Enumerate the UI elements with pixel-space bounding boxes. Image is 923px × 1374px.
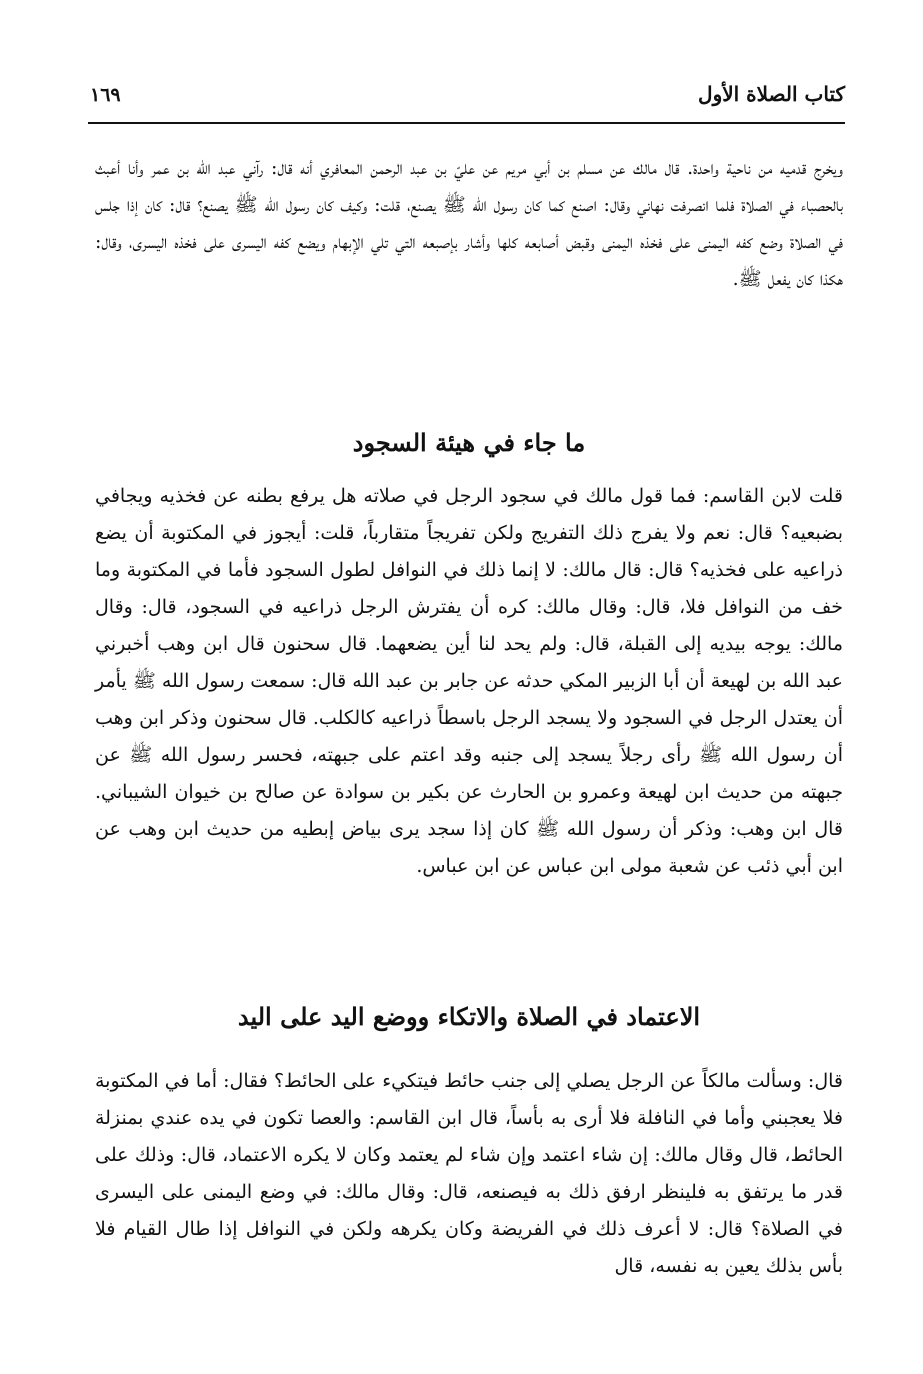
- header-rule: [88, 122, 845, 124]
- opening-section: [95, 150, 843, 298]
- heading-leaning: الاعتماد في الصلاة والاتكاء ووضع اليد على اليد: [237, 1002, 701, 1031]
- prostration-section: [95, 478, 843, 885]
- book-title: كتاب الصلاة الأول: [698, 82, 845, 106]
- heading-prostration: ما جاء في هيئة السجود: [352, 428, 586, 457]
- page-number: ١٦٩: [90, 84, 121, 106]
- leaning-paragraph: قال: وسألت مالكاً عن الرجل يصلي إلى جنب حائط فيتكيء على الحائط؟ فقال: أما في المكتوبة فلا يعجبني وأما في النافلة فلا أرى به بأساً، قال ابن القاسم: والعصا تكون في يده عندي بمنزلة الحائط، قال وقال مالك: إن شاء اعتمد وإن شاء لم يعتمد وكان لا يكره الاعتماد، قال: وذلك على قدر ما يرتفق به فلينظر ارفق ذلك به فيصنعه، قال: وقال مالك: في وضع اليمنى على اليسرى في الصلاة؟ قال: لا أعرف ذلك في الفريضة وكان يكرهه ولكن في النوافل إذا طال القيام فلا بأس بذلك يعين به نفسه، قال: [95, 1070, 843, 1277]
- leaning-section: [95, 1063, 843, 1285]
- opening-paragraph: ويخرج قدميه من ناحية واحدة. قال مالك عن مسلم بن أبي مريم عن عليّ بن عبد الرحمن المعافري أنه قال: رآني عبد الله بن عمر وأنا أعبث بالحصباء في الصلاة فلما انصرفت نهاني وقال: اصنع كما كان رسول الله ﷺ يصنع، قلت: وكيف كان رسول الله ﷺ يصنع؟ قال: كان إذا جلس في الصلاة وضع كفه اليمنى على فخذه اليمنى وقبض أصابعه كلها وأشار بإصبعه التي تلي الإبهام ويضع كفه اليسرى على فخذه اليسرى، وقال: هكذا كان يفعل ﷺ.: [95, 157, 843, 290]
- prostration-paragraph: قلت لابن القاسم: فما قول مالك في سجود الرجل في صلاته هل يرفع بطنه عن فخذيه ويجافي بضبعيه؟ قال: نعم ولا يفرج ذلك التفريج ولكن تفريجاً متقارباً، قلت: أيجوز في المكتوبة أن يضع ذراعيه على فخذيه؟ قال: قال مالك: لا إنما ذلك في النوافل لطول السجود فأما في المكتوبة وما خف من النوافل فلا، قال: وقال مالك: كره أن يفترش الرجل ذراعيه في السجود، قال: وقال مالك: يوجه بيديه إلى القبلة، قال: ولم يحد لنا أين يضعهما. قال سحنون قال ابن وهب أخبرني عبد الله بن لهيعة أن أبا الزبير المكي حدثه عن جابر بن عبد الله قال: سمعت رسول الله ﷺ يأمر أن يعتدل الرجل في السجود ولا يسجد الرجل باسطاً ذراعيه كالكلب. قال سحنون وذكر ابن وهب أن رسول الله ﷺ رأى رجلاً يسجد إلى جنبه وقد اعتم على جبهته، فحسر رسول الله ﷺ عن جبهته من حديث ابن لهيعة وعمرو بن الحارث عن بكير بن سوادة عن صالح بن خيوان الشيباني. قال ابن وهب: وذكر أن رسول الله ﷺ كان إذا سجد يرى بياض إبطيه من حديث ابن وهب عن ابن أبي ذئب عن شعبة مولى ابن عباس عن ابن عباس.: [95, 485, 843, 877]
- running-header: [90, 82, 845, 122]
